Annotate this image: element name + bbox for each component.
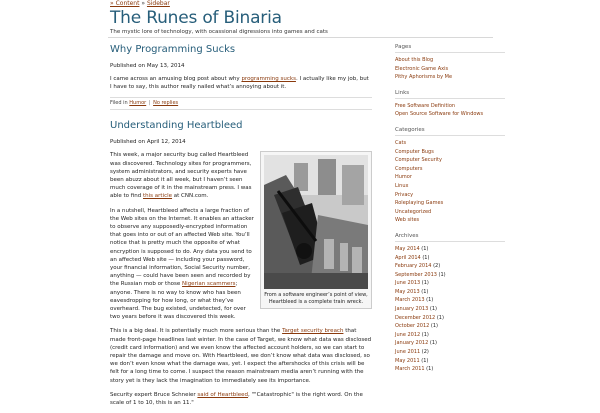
categories-widget [395, 127, 505, 225]
filed-label: Filed in [110, 100, 130, 107]
archive-item [395, 288, 505, 297]
pages-widget [395, 44, 505, 82]
post-paragraph [110, 391, 372, 407]
category-item [395, 191, 505, 200]
site-tagline: The mystic lore of technology, with ocassional digressions into games and cats [110, 29, 328, 35]
archive-link[interactable]: October 2012 [395, 323, 430, 330]
post-title[interactable]: Why Programming Sucks [110, 44, 236, 55]
archive-link[interactable]: September 2013 [395, 271, 437, 278]
archive-link[interactable]: February 2014 [395, 263, 432, 270]
widget-title: Pages [395, 44, 505, 53]
archive-count: (1) [430, 323, 439, 330]
nigerian-scammers-link[interactable]: Nigerian scammers [182, 281, 236, 288]
sidebar [395, 44, 505, 382]
archive-count: (1) [426, 297, 434, 304]
archive-item [395, 357, 505, 366]
category-link[interactable]: Computer Bugs [395, 148, 434, 155]
post-title[interactable]: Understanding Heartbleed [110, 120, 243, 132]
category-link[interactable]: Computer Security [395, 157, 442, 164]
link-item [395, 110, 505, 119]
post-paragraph [110, 327, 372, 384]
text: This week, a major security bug called Heartbleed was discovered. Technology sites for programmers, system administrators, and security experts have been abuzz about it all week, but I haven’t seen much coverage of it in the mainstream press. I was able to find [110, 152, 252, 200]
post-understanding-heartbleed [110, 120, 372, 407]
archive-link[interactable]: March 2011 [395, 366, 425, 373]
header-divider [108, 37, 493, 38]
archive-link[interactable]: June 2013 [395, 280, 421, 287]
category-link[interactable]: Uncategorized [395, 208, 432, 215]
footer-separator: | [147, 100, 153, 107]
archive-item [395, 322, 505, 331]
archive-link[interactable]: March 2013 [395, 297, 425, 304]
archive-link[interactable]: January 2012 [395, 340, 429, 347]
category-link[interactable]: Web sites [395, 217, 420, 224]
cnn-article-link[interactable]: this article [142, 193, 173, 200]
train-wreck-figure [260, 151, 372, 309]
text: Security expert Bruce Schneier [110, 391, 198, 398]
archive-count: (1) [421, 331, 429, 338]
text: ; anyone. There is no way to know who has been eavesdropping for how long, or what they’ve overheard. The bug existed, undetected, for over two years before it was discovered this week. [110, 281, 246, 321]
archive-link[interactable]: May 2014 [395, 245, 420, 252]
category-item [395, 139, 505, 148]
post-paragraph [110, 75, 372, 91]
category-link[interactable]: Privacy [395, 191, 414, 198]
text: I came across an amusing blog post about why [110, 76, 242, 82]
archive-count: (2) [421, 349, 429, 356]
archive-link[interactable]: December 2012 [395, 314, 436, 321]
archive-item [395, 271, 505, 280]
archive-count: (1) [421, 280, 429, 287]
links-widget [395, 90, 505, 119]
widget-title: Links [395, 90, 505, 99]
category-item [395, 208, 505, 217]
category-link[interactable]: Cats [395, 139, 407, 146]
target-breach-link[interactable]: Target security breach [282, 328, 344, 335]
blogroll-link[interactable]: Free Software Definition [395, 102, 456, 109]
archive-count: (1) [438, 271, 446, 278]
archive-count: (1) [422, 254, 430, 261]
figure-caption: From a software engineer’s point of view, Heartbleed is a complete train wreck. [264, 292, 368, 305]
schneier-quote-link[interactable]: said of Heartbleed [197, 391, 249, 398]
widget-title: Categories [395, 127, 505, 136]
skip-separator: » [139, 0, 147, 7]
archives-widget [395, 233, 505, 374]
archive-item [395, 245, 505, 254]
replies-link[interactable]: No replies [153, 100, 179, 107]
page-link[interactable]: About this Blog [395, 57, 434, 63]
category-link[interactable]: Linux [395, 182, 409, 189]
archive-count: (1) [429, 340, 437, 347]
page-link[interactable]: Pithy Aphorisms by Me [395, 74, 453, 81]
archive-item [395, 339, 505, 348]
post-date: Published on April 12, 2014 [110, 139, 186, 146]
archive-link[interactable]: May 2011 [395, 357, 420, 364]
page-link[interactable]: Electronic Game Axis [395, 65, 449, 72]
category-link[interactable]: Computers [395, 165, 423, 172]
archive-link[interactable]: May 2013 [395, 288, 420, 295]
text: at CNN.com. [172, 193, 209, 200]
archive-item [395, 331, 505, 340]
archive-link[interactable]: June 2011 [395, 349, 421, 356]
skip-to-sidebar-link[interactable]: Sidebar [146, 0, 170, 7]
post-why-programming-sucks [110, 44, 372, 110]
train-wreck-image [264, 155, 368, 289]
category-item [395, 173, 505, 182]
category-link[interactable]: Humor [395, 174, 412, 181]
link-item [395, 102, 505, 111]
programming-sucks-link[interactable]: programming sucks [241, 76, 296, 82]
page-item [395, 65, 505, 74]
skip-to-content-link[interactable]: » Content [110, 0, 140, 7]
archive-count: (1) [421, 288, 429, 295]
text: , ""Catastrophic" is the right word. On the scale of 1 to 10, this is an 11." [110, 391, 363, 407]
archive-count: (2) [433, 263, 441, 270]
text: that made front-page headlines last winter. In the case of Target, we know what data was disclosed (credit card information) and we even know the affected account holders, so we can start to repair the damage and move on. With Heartbleed, we don’t know what data was disclosed, so we don’t even know what the damage was, yet. I expect the aftershocks of this crisis will be felt for a long time to come. I suspect the reason mainstream media aren’t running with the story yet is they lack the imagination to immediately see its importance. [110, 328, 372, 384]
archive-item [395, 348, 505, 357]
post-footer [110, 97, 372, 110]
main-content [110, 44, 372, 413]
text: . I actually like my job, but I have to say, this author really nailed what’s annoying about it. [110, 76, 369, 91]
archive-item [395, 254, 505, 263]
archive-count: (1) [429, 306, 437, 313]
archive-link[interactable]: June 2012 [395, 331, 421, 338]
archive-count: (1) [436, 314, 444, 321]
archive-item [395, 296, 505, 305]
archive-item [395, 365, 505, 374]
skip-links [110, 0, 170, 7]
category-item [395, 199, 505, 208]
page-item [395, 56, 505, 65]
category-item [395, 165, 505, 174]
category-item [395, 182, 505, 191]
archive-item [395, 314, 505, 323]
category-item [395, 148, 505, 157]
archive-count: (1) [421, 357, 429, 364]
archive-link[interactable]: April 2014 [395, 254, 421, 261]
archive-item [395, 262, 505, 271]
archive-count: (1) [421, 245, 429, 252]
category-item [395, 156, 505, 165]
archive-item [395, 279, 505, 288]
category-humor-link[interactable]: Humor [129, 100, 147, 107]
widget-title: Archives [395, 233, 505, 242]
blogroll-link[interactable]: Open Source Software for Windows [395, 111, 484, 118]
category-item [395, 216, 505, 225]
archive-count: (1) [426, 366, 434, 373]
archive-item [395, 305, 505, 314]
category-link[interactable]: Roleplaying Games [395, 200, 444, 207]
archive-link[interactable]: January 2013 [395, 306, 429, 313]
post-date: Published on May 13, 2014 [110, 63, 185, 69]
text: In a nutshell, Heartbleed affects a large fraction of the Web sites on the Internet. It enables an attacker to observe any supposedly-encrypted information that goes into or out of an affected Web site. You’ll notice that is pretty much the opposite of what encryption is supposed to do. Any data you send to an affected Web site — including your password, your financial information, Social Security number, anything — could have been seen and recorded by the Russian mob or those [110, 207, 254, 288]
site-title[interactable]: The Runes of Binaria [110, 8, 282, 28]
train-wreck-photo[interactable] [264, 155, 368, 289]
text: This is a big deal. It is potentially much more serious than the [110, 328, 283, 335]
page-item [395, 73, 505, 82]
